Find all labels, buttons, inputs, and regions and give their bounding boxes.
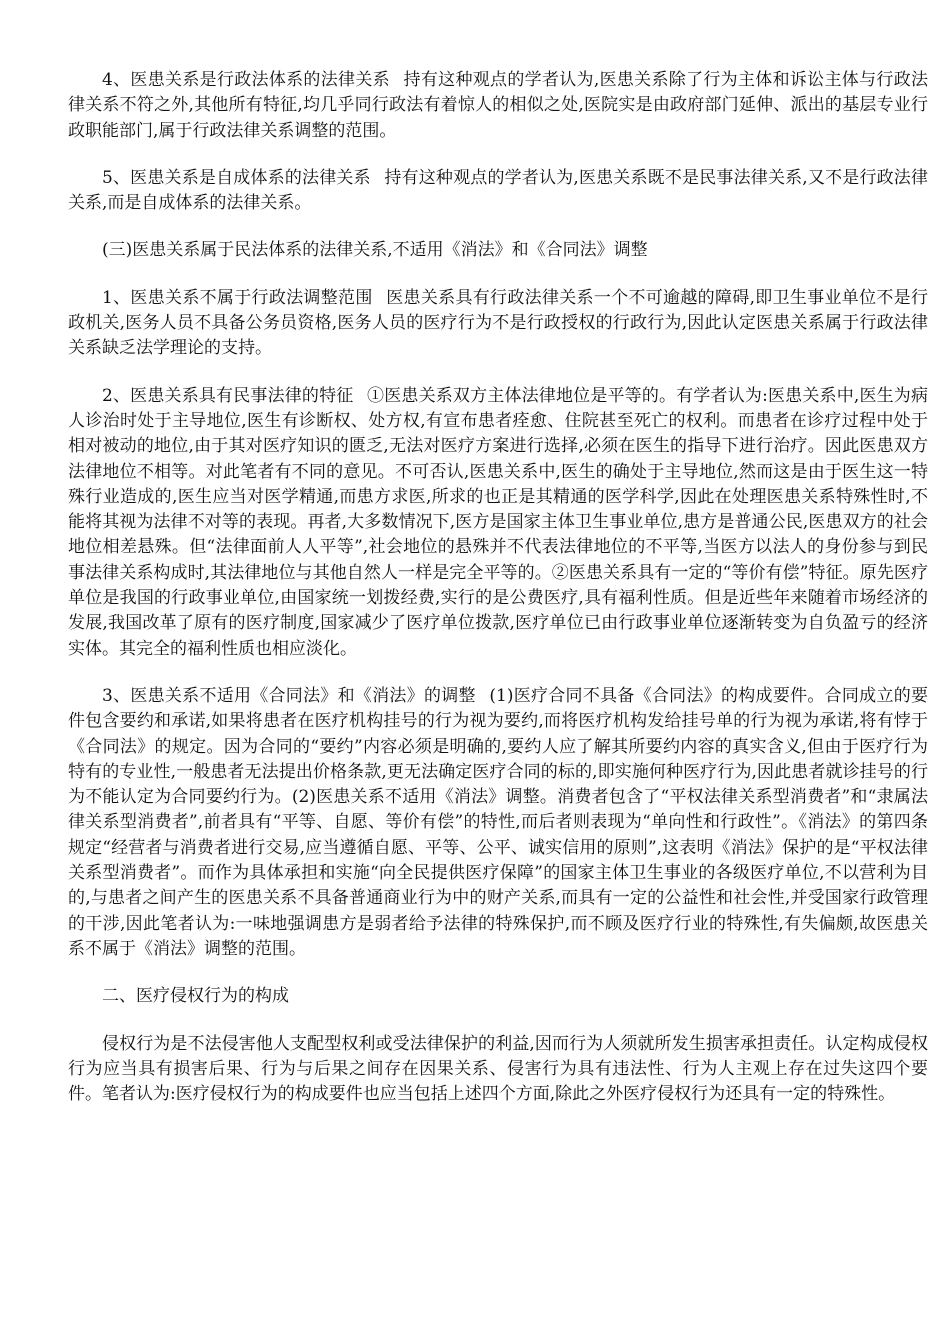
section-heading-text: (三)医患关系属于民法体系的法律关系,不适用《消法》和《合同法》调整: [102, 240, 648, 261]
paragraph-civil-law-features: [68, 384, 928, 662]
paragraph-admin-law-view: [68, 68, 928, 144]
paragraph-not-admin-law: [68, 286, 928, 362]
paragraph-contract-consumer-law: [68, 684, 928, 962]
section-heading-civil-law: [68, 238, 928, 263]
paragraph-lead: 2、医患关系具有民事法律的特征: [102, 385, 354, 406]
paragraph-body: 医患关系具有行政法律关系一个不可逾越的障碍,即卫生事业单位不是行政机关,医务人员不具备公务员资格,医务人员的医疗行为不是行政授权的行政行为,因此认定医患关系属于行政法律关系缺乏法学理论的支持。: [68, 287, 928, 359]
paragraph-body: 持有这种观点的学者认为,医患关系除了行为主体和诉讼主体与行政法律关系不符之外,其他所有特征,均几乎同行政法有着惊人的相似之处,医院实是由政府部门延伸、派出的基层专业行政职能部门,属于行政法律关系调整的范围。: [68, 70, 928, 141]
paragraph-lead: 3、医患关系不适用《合同法》和《消法》的调整: [102, 685, 476, 706]
paragraph-tort-definition: [68, 1032, 928, 1108]
paragraph-body: 持有这种观点的学者认为,医患关系既不是民事法律关系,又不是行政法律关系,而是自成体系的法律关系。: [68, 167, 928, 214]
document-page: [68, 68, 928, 1129]
paragraph-self-system-view: [68, 166, 928, 217]
section-heading-text: 二、医疗侵权行为的构成: [102, 986, 289, 1007]
paragraph-lead: 1、医患关系不属于行政法调整范围: [102, 287, 373, 308]
section-heading-tort-composition: [68, 984, 928, 1009]
paragraph-body: ①医患关系双方主体法律地位是平等的。有学者认为:医患关系中,医生为病人诊治时处于主导地位,医生有诊断权、处方权,有宣布患者痊愈、住院甚至死亡的权利。而患者在诊疗过程中处于相对被动的地位,由于其对医疗知识的匮乏,无法对医疗方案进行选择,必须在医生的指导下进行治疗。因此医患双方法律地位不相等。对此笔者有不同的意见。不可否认,医患关系中,医生的确处于主导地位,然而这是由于医生这一特殊行业造成的,医生应当对医学精通,而患方求医,所求的也正是其精通的医学科学,因此在处理医患关系特殊性时,不能将其视为法律不对等的表现。再者,大多数情况下,医方是国家主体卫生事业单位,患方是普通公民,医患双方的社会地位相差悬殊。但“法律面前人人平等”,社会地位的悬殊并不代表法律地位的不平等,当医方以法人的身份参与到民事法律关系构成时,其法律地位与其他自然人一样是完全平等的。②医患关系具有一定的“等价有偿”特征。原先医疗单位是我国的行政事业单位,由国家统一划拨经费,实行的是公费医疗,具有福利性质。但是近些年来随着市场经济的发展,我国改革了原有的医疗制度,国家减少了医疗单位拨款,医疗单位已由行政事业单位逐渐转变为自负盈亏的经济实体。其完全的福利性质也相应淡化。: [68, 385, 928, 659]
paragraph-body: 侵权行为是不法侵害他人支配型权利或受法律保护的利益,因而行为人须就所发生损害承担责任。认定构成侵权行为应当具有损害后果、行为与后果之间存在因果关系、侵害行为具有违法性、行为人主观上存在过失这四个要件。笔者认为:医疗侵权行为的构成要件也应当包括上述四个方面,除此之外医疗侵权行为还具有一定的特殊性。: [68, 1033, 928, 1105]
paragraph-lead: 4、医患关系是行政法体系的法律关系: [102, 70, 390, 90]
paragraph-body: (1)医疗合同不具备《合同法》的构成要件。合同成立的要件包含要约和承诺,如果将患者在医疗机构挂号的行为视为要约,而将医疗机构发给挂号单的行为视为承诺,将有悖于《合同法》的规定。因为合同的“要约”内容必须是明确的,要约人应了解其所要约内容的真实含义,但由于医疗行为特有的专业性,一般患者无法提出价格条款,更无法确定医疗合同的标的,即实施何种医疗行为,因此患者就诊挂号的行为不能认定为合同要约行为。(2)医患关系不适用《消法》调整。消费者包含了“平权法律关系型消费者”和“隶属法律关系型消费者”,前者具有“平等、自愿、等价有偿”的特性,而后者则表现为“单向性和行政性”。《消法》的第四条规定“经营者与消费者进行交易,应当遵循自愿、平等、公平、诚实信用的原则”,这表明《消法》保护的是“平权法律关系型消费者”。而作为具体承担和实施“向全民提供医疗保障”的国家主体卫生事业的各级医疗单位,不以营利为目的,与患者之间产生的医患关系不具备普通商业行为中的财产关系,而具有一定的公益性和社会性,并受国家行政管理的干涉,因此笔者认为:一味地强调患方是弱者给予法律的特殊保护,而不顾及医疗行业的特殊性,有失偏颇,故医患关系不属于《消法》调整的范围。: [68, 685, 928, 959]
paragraph-lead: 5、医患关系是自成体系的法律关系: [102, 167, 371, 188]
